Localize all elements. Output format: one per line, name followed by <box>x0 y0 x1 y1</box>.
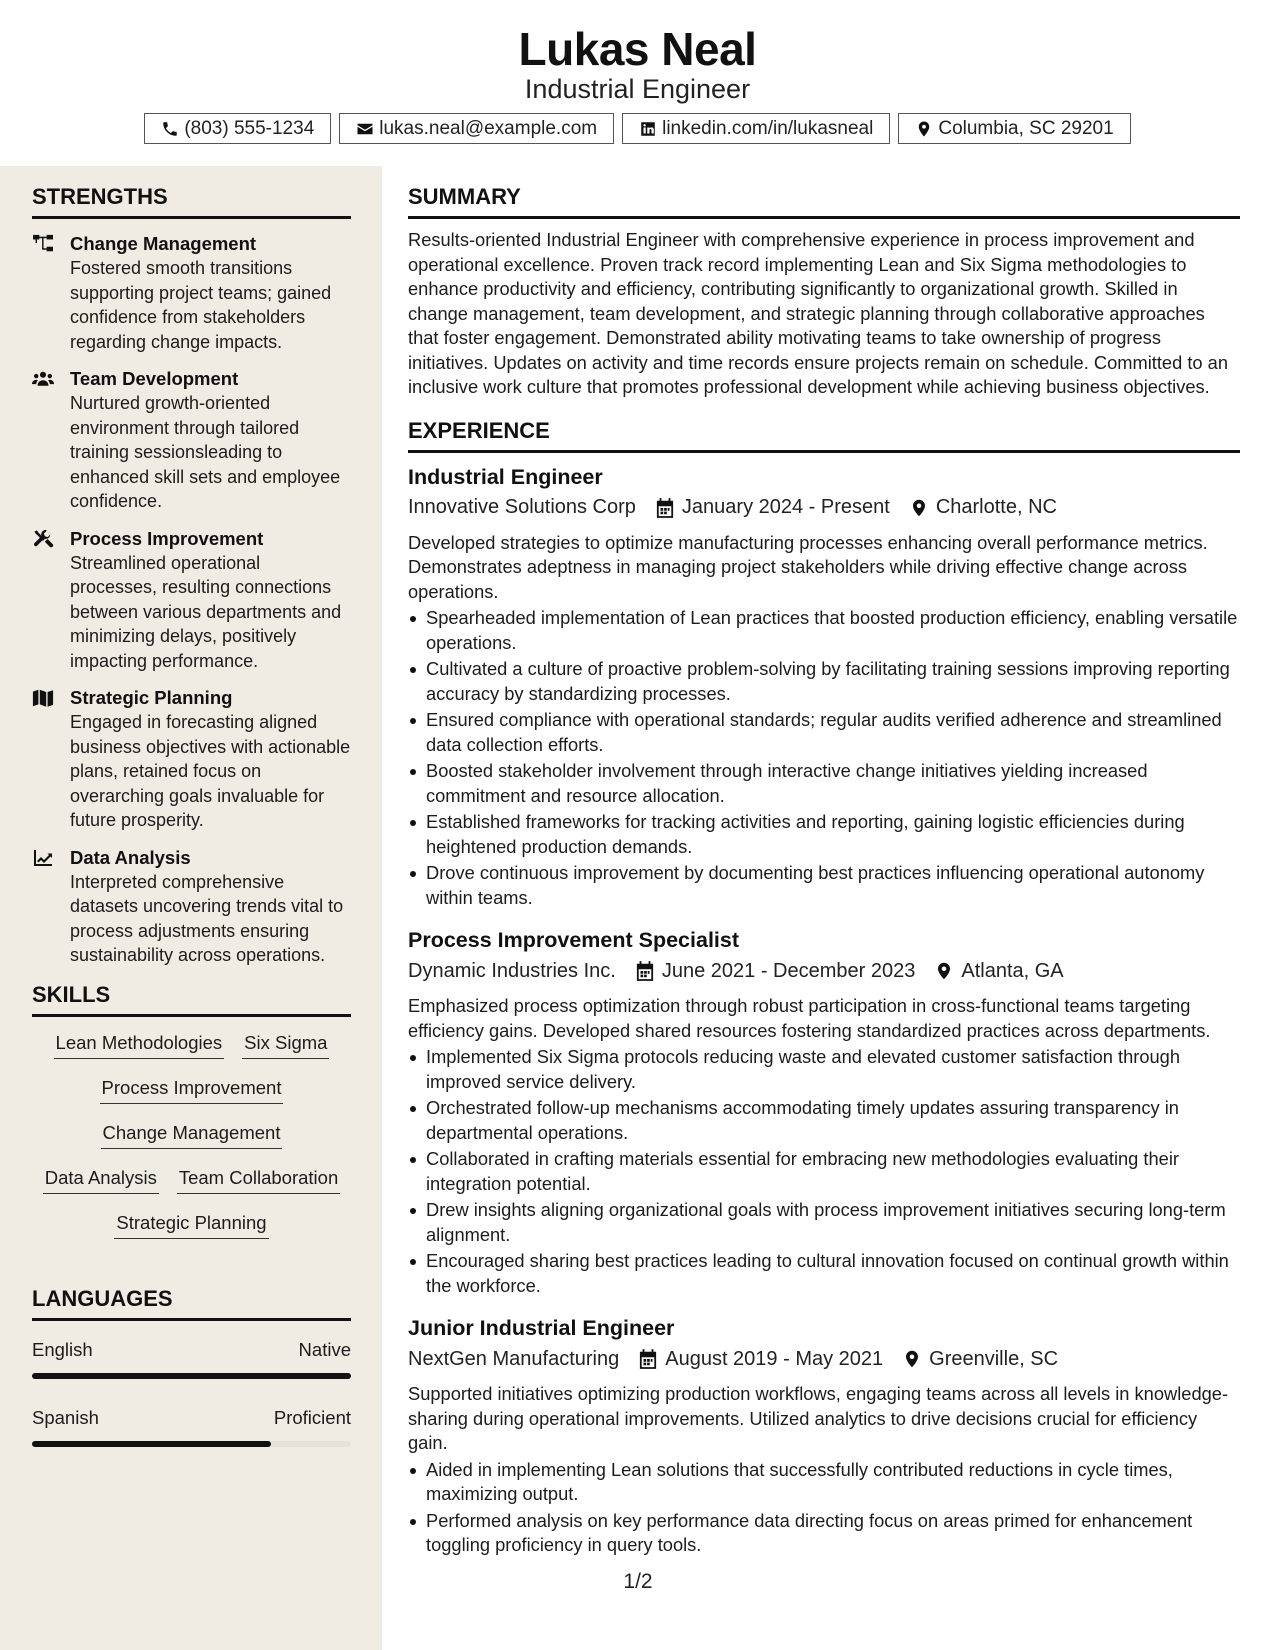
job-bullet: Aided in implementing Lean solutions that successfully contributed reductions in cycle times, maximizing output. <box>408 1458 1240 1507</box>
page-number: 1/2 <box>623 1570 653 1593</box>
contact-location-text: Columbia, SC 29201 <box>938 117 1114 139</box>
skills-section <box>32 982 351 1254</box>
language-level: Proficient <box>273 1406 351 1428</box>
skill-tag: Process Improvement <box>100 1074 284 1104</box>
contact-linkedin[interactable] <box>622 113 890 144</box>
sitemap-icon <box>32 234 54 254</box>
skills-heading: SKILLS <box>32 982 351 1017</box>
strength-title: Change Management <box>70 233 257 254</box>
strength-desc: Streamlined operational processes, resulting connections between various departments and minimizing delays, positively impacting performance. <box>70 552 342 671</box>
language-proficiency-bar <box>32 1441 351 1447</box>
job-dates: January 2024 - Present <box>681 496 890 518</box>
job-location-wrap <box>890 496 1057 519</box>
job-meta <box>408 957 1240 985</box>
experience-heading: EXPERIENCE <box>408 418 1240 453</box>
skill-tag: Strategic Planning <box>114 1209 268 1239</box>
strengths-section <box>32 184 351 968</box>
skill-tag: Six Sigma <box>242 1029 329 1059</box>
strength-desc: Interpreted comprehensive datasets uncovering trends vital to process adjustments ensuring sustainability across operations. <box>70 871 344 965</box>
job-location: Atlanta, GA <box>961 959 1064 982</box>
job-bullet: Encouraged sharing best practices leading to cultural innovation focused on continual growth within the workforce. <box>408 1249 1240 1298</box>
job-bullets <box>408 606 1240 910</box>
strength-desc: Fostered smooth transitions supporting project teams; gained confidence from stakeholders regarding change impacts. <box>70 258 332 352</box>
language-proficiency-fill <box>32 1441 271 1447</box>
map-pin-icon <box>915 120 933 138</box>
job-meta <box>408 1345 1240 1373</box>
contact-linkedin-text: linkedin.com/in/lukasneal <box>662 117 874 139</box>
strength-title: Strategic Planning <box>70 687 233 708</box>
job-dates: June 2021 - December 2023 <box>661 959 916 982</box>
job-bullet: Drove continuous improvement by documenting best practices influencing operational autonomy within teams. <box>408 861 1240 910</box>
job-bullet: Collaborated in crafting materials essential for embracing new methodologies evaluating their integration potential. <box>408 1147 1240 1196</box>
strength-item <box>32 232 351 354</box>
sidebar <box>0 166 382 1650</box>
contact-location[interactable] <box>898 113 1130 144</box>
job-company: NextGen Manufacturing <box>408 1347 620 1370</box>
contact-bar <box>0 113 1275 144</box>
language-item <box>32 1339 351 1379</box>
job-title: Industrial Engineer <box>408 464 603 489</box>
job-description: Developed strategies to optimize manufacturing processes enhancing overall performance metrics. Demonstrates adeptness in managing project stakeholders while driving effective change across operations. <box>408 531 1208 602</box>
job-bullet: Ensured compliance with operational standards; regular audits verified adherence and streamlined data collection efforts. <box>408 708 1240 757</box>
strength-title: Team Development <box>70 368 239 389</box>
contact-email[interactable] <box>339 113 614 144</box>
calendar-icon <box>656 498 674 518</box>
contact-phone-text: (803) 555-1234 <box>184 117 315 139</box>
language-name: English <box>32 1338 93 1360</box>
map-pin-icon <box>903 1349 921 1369</box>
strength-desc: Engaged in forecasting aligned business objectives with actionable plans, retained focus on overarching goals invaluable for future prosperity. <box>70 712 351 830</box>
job-bullet: Spearheaded implementation of Lean practices that boosted production efficiency, enabling versatile operations. <box>408 606 1240 655</box>
contact-phone[interactable] <box>144 113 331 144</box>
calendar-icon <box>639 1349 657 1369</box>
languages-section <box>32 1286 351 1447</box>
job-bullet: Orchestrated follow-up mechanisms accommodating timely updates assuring transparency in departmental operations. <box>408 1096 1240 1145</box>
strength-title: Data Analysis <box>70 846 191 868</box>
candidate-title: Industrial Engineer <box>524 74 751 104</box>
skill-tag: Data Analysis <box>43 1164 159 1194</box>
job-bullet: Performed analysis on key performance data directing focus on areas primed for enhancement toggling proficiency in query tools. <box>408 1509 1240 1558</box>
calendar-icon <box>636 961 654 981</box>
strength-item <box>32 846 351 968</box>
job-description: Emphasized process optimization through robust participation in cross-functional teams targeting efficiency gains. Developed shared resources fostering standardized practices across departments. <box>408 995 1211 1041</box>
strength-title: Process Improvement <box>70 527 264 549</box>
resume-header <box>0 0 1275 166</box>
language-proficiency-bar <box>32 1373 351 1379</box>
job-bullet: Established frameworks for tracking activities and reporting, gaining logistic efficiencies during heightened production demands. <box>408 810 1240 859</box>
candidate-name: Lukas Neal <box>518 23 757 75</box>
strength-desc: Nurtured growth-oriented environment through tailored training sessionsleading to enhanced skill sets and employee confidence. <box>70 393 341 511</box>
map-icon <box>32 688 54 708</box>
skill-tag: Lean Methodologies <box>54 1029 225 1059</box>
chart-line-icon <box>32 848 54 868</box>
linkedin-icon <box>639 120 657 138</box>
phone-icon <box>161 120 179 138</box>
job-bullet: Cultivated a culture of proactive problem-solving by facilitating training sessions improving reporting accuracy by standardizing processes. <box>408 657 1240 706</box>
job-entry <box>408 1314 1240 1558</box>
job-location-wrap <box>883 1348 1058 1371</box>
language-name: Spanish <box>32 1406 99 1428</box>
skill-tag: Change Management <box>101 1119 283 1149</box>
envelope-icon <box>356 120 374 138</box>
job-location: Greenville, SC <box>929 1347 1059 1370</box>
job-bullet: Boosted stakeholder involvement through interactive change initiatives yielding increased commitment and resource allocation. <box>408 759 1240 808</box>
language-level: Native <box>298 1338 351 1360</box>
experience-section <box>408 418 1240 1558</box>
main-content <box>408 166 1240 1560</box>
job-location-wrap <box>915 960 1063 983</box>
job-company: Dynamic Industries Inc. <box>408 959 616 982</box>
map-pin-icon <box>935 961 953 981</box>
summary-heading: SUMMARY <box>408 184 1240 219</box>
users-icon <box>32 369 54 389</box>
strengths-heading: STRENGTHS <box>32 184 351 219</box>
job-company: Innovative Solutions Corp <box>408 496 636 518</box>
job-dates: August 2019 - May 2021 <box>665 1347 884 1370</box>
job-bullet: Drew insights aligning organizational goals with process improvement initiatives securing long-term alignment. <box>408 1198 1240 1247</box>
language-item <box>32 1407 351 1447</box>
job-title: Junior Industrial Engineer <box>408 1316 675 1340</box>
job-meta <box>408 494 1240 522</box>
job-entry <box>408 463 1240 911</box>
summary-text: Results-oriented Industrial Engineer with comprehensive experience in process improvement and operational excellence. Proven track record implementing Lean and Six Sigma methodologies to enhance productivity and efficiency, contributing significantly to organizational growth. Skilled in change management, team development, and strategic planning through collaborative approaches that foster engagement. Demonstrated ability motivating teams to take ownership of progress initiatives. Updates on activity and time records ensure projects remain on schedule. Committed to an inclusive work culture that promotes professional development while achieving business objectives. <box>408 229 1229 397</box>
job-location: Charlotte, NC <box>935 496 1057 518</box>
contact-email-text: lukas.neal@example.com <box>379 117 598 139</box>
job-bullets <box>408 1458 1240 1558</box>
job-title: Process Improvement Specialist <box>408 928 740 952</box>
strength-item <box>32 686 351 833</box>
skill-tag: Team Collaboration <box>177 1164 340 1194</box>
strength-item <box>32 367 351 514</box>
job-entry <box>408 926 1240 1298</box>
strength-item <box>32 527 351 674</box>
job-bullet: Implemented Six Sigma protocols reducing waste and elevated customer satisfaction through improved service delivery. <box>408 1045 1240 1094</box>
map-pin-icon <box>910 498 928 518</box>
summary-section <box>408 184 1240 400</box>
job-description: Supported initiatives optimizing production workflows, engaging teams across all levels in knowledge-sharing during operational improvements. Utilized analytics to drive decisions crucial for efficiency gain. <box>408 1383 1229 1453</box>
tools-icon <box>32 529 54 549</box>
language-proficiency-fill <box>32 1373 351 1379</box>
job-bullets <box>408 1045 1240 1298</box>
languages-heading: LANGUAGES <box>32 1286 351 1321</box>
